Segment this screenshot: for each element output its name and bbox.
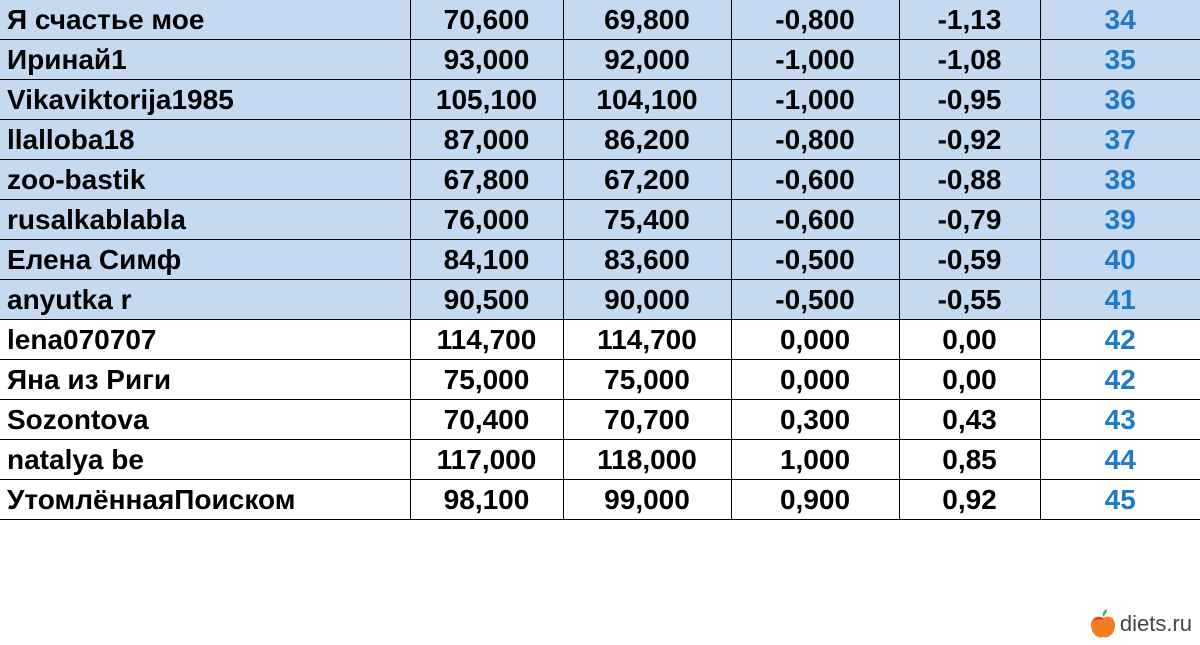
cell-percent: -1,13 [899,0,1040,40]
site-watermark [1090,609,1192,639]
cell-place: 35 [1040,40,1200,80]
cell-place: 34 [1040,0,1200,40]
table-row [0,400,1200,440]
cell-end-weight: 83,600 [563,240,731,280]
cell-end-weight: 69,800 [563,0,731,40]
cell-name: lena070707 [0,320,410,360]
cell-start-weight: 117,000 [410,440,563,480]
cell-percent: -0,59 [899,240,1040,280]
cell-difference: 0,000 [731,360,899,400]
cell-name: zoo-bastik [0,160,410,200]
cell-name: Я счастье мое [0,0,410,40]
cell-percent: -0,55 [899,280,1040,320]
cell-name: natalya be [0,440,410,480]
cell-place: 42 [1040,320,1200,360]
cell-percent: -0,79 [899,200,1040,240]
cell-difference: -0,800 [731,0,899,40]
cell-name: Елена Симф [0,240,410,280]
table-row [0,160,1200,200]
cell-difference: 0,900 [731,480,899,520]
cell-name: llalloba18 [0,120,410,160]
table-row [0,0,1200,40]
cell-difference: -0,500 [731,240,899,280]
cell-end-weight: 90,000 [563,280,731,320]
cell-end-weight: 86,200 [563,120,731,160]
cell-place: 42 [1040,360,1200,400]
cell-end-weight: 75,000 [563,360,731,400]
cell-start-weight: 75,000 [410,360,563,400]
cell-start-weight: 93,000 [410,40,563,80]
cell-start-weight: 87,000 [410,120,563,160]
cell-difference: -1,000 [731,40,899,80]
cell-percent: -0,88 [899,160,1040,200]
cell-name: anyutka r [0,280,410,320]
cell-start-weight: 70,400 [410,400,563,440]
cell-percent: 0,85 [899,440,1040,480]
cell-difference: -0,600 [731,160,899,200]
cell-difference: 1,000 [731,440,899,480]
cell-place: 40 [1040,240,1200,280]
cell-end-weight: 99,000 [563,480,731,520]
cell-percent: 0,92 [899,480,1040,520]
apple-icon [1090,609,1116,639]
cell-difference: 0,300 [731,400,899,440]
cell-difference: 0,000 [731,320,899,360]
cell-difference: -1,000 [731,80,899,120]
table-row [0,80,1200,120]
cell-end-weight: 118,000 [563,440,731,480]
cell-name: Яна из Риги [0,360,410,400]
cell-place: 43 [1040,400,1200,440]
cell-place: 38 [1040,160,1200,200]
cell-start-weight: 76,000 [410,200,563,240]
table-row [0,280,1200,320]
cell-end-weight: 75,400 [563,200,731,240]
cell-percent: 0,00 [899,320,1040,360]
cell-start-weight: 98,100 [410,480,563,520]
cell-name: Sozontova [0,400,410,440]
cell-end-weight: 67,200 [563,160,731,200]
cell-name: УтомлённаяПоиском [0,480,410,520]
cell-difference: -0,600 [731,200,899,240]
cell-start-weight: 67,800 [410,160,563,200]
cell-name: Иринай1 [0,40,410,80]
cell-percent: -0,92 [899,120,1040,160]
cell-start-weight: 90,500 [410,280,563,320]
table-row [0,240,1200,280]
cell-end-weight: 104,100 [563,80,731,120]
cell-start-weight: 70,600 [410,0,563,40]
cell-percent: -0,95 [899,80,1040,120]
cell-percent: -1,08 [899,40,1040,80]
cell-difference: -0,800 [731,120,899,160]
cell-percent: 0,00 [899,360,1040,400]
cell-end-weight: 70,700 [563,400,731,440]
table-row [0,120,1200,160]
cell-end-weight: 92,000 [563,40,731,80]
table-row [0,480,1200,520]
cell-name: rusalkablabla [0,200,410,240]
cell-percent: 0,43 [899,400,1040,440]
table-row [0,360,1200,400]
table-row [0,200,1200,240]
cell-place: 39 [1040,200,1200,240]
cell-start-weight: 114,700 [410,320,563,360]
cell-place: 37 [1040,120,1200,160]
watermark-text: diets.ru [1119,611,1192,636]
table-row [0,320,1200,360]
cell-difference: -0,500 [731,280,899,320]
cell-place: 41 [1040,280,1200,320]
cell-name: Vikaviktorija1985 [0,80,410,120]
cell-place: 36 [1040,80,1200,120]
table-row [0,440,1200,480]
table-row [0,40,1200,80]
cell-place: 45 [1040,480,1200,520]
cell-end-weight: 114,700 [563,320,731,360]
cell-place: 44 [1040,440,1200,480]
cell-start-weight: 105,100 [410,80,563,120]
cell-start-weight: 84,100 [410,240,563,280]
